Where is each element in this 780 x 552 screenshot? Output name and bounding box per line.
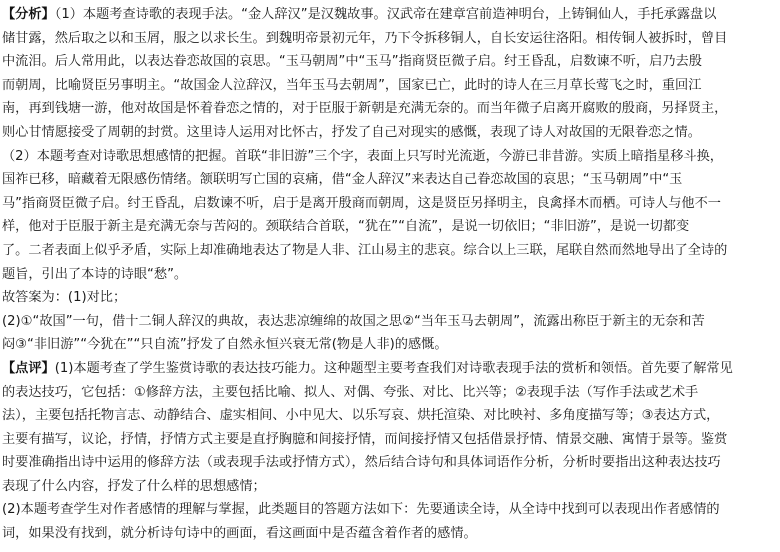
answer-section [2, 286, 776, 357]
analysis-line: 而朝周，比喻贤臣另事明主。“故国金人泣辞汉，当年玉马去朝周”，国家已亡，此时的诗人在三月草长莺飞之时，重回江 [2, 77, 702, 93]
comment-line: 词，如果没有找到，就分析诗句诗中的画面，看这画面中是否蕴含着作者的感情。 [2, 526, 477, 542]
answer-line: 故答案为：(1)对比； [2, 290, 127, 306]
analysis-tag: 【分析】 [2, 7, 55, 22]
analysis-line: 国祚已移，暗藏着无限感伤情绪。颔联明写亡国的哀痛，借“金人辞汉”来表达自己眷恋故国的哀思；“玉马朝周”中“玉 [2, 172, 683, 188]
comment-line-1 [2, 357, 776, 381]
analysis-section [2, 3, 776, 286]
solution-document [2, 3, 776, 546]
analysis-line: 样，他对于臣服于新主是充满无奈与苦闷的。颈联结合首联，“犹在”“自流”，是说一切依旧；“非旧游”，是说一切都变 [2, 219, 690, 235]
analysis-line-1 [2, 3, 776, 27]
analysis-text: （1）本题考查诗歌的表现手法。“金人辞汉”是汉魏故事。汉武帝在建章宫前造神明台，上铸铜仙人，手托承露盘以 [54, 7, 717, 22]
comment-line: (2)本题考查学生对作者感情的理解与掌握，此类题目的答题方法如下：先要通读全诗，从全诗中找到可以表现出作者感情的 [2, 502, 720, 518]
analysis-line: 了。二者表面上似乎矛盾，实际上却准确地表达了物是人非、江山易主的悲哀。综合以上三联，尾联自然而然地导出了全诗的 [2, 242, 728, 258]
analysis-line: 南，再到钱塘一游，他对故国是怀着眷恋之情的，对于臣服于新朝是充满无奈的。而当年微子启离开腐败的殷商，另择贤主， [2, 101, 728, 117]
comment-section [2, 357, 776, 546]
comment-line: 表现了什么内容，抒发了什么样的思想感情； [2, 478, 266, 494]
analysis-line: 题旨，引出了本诗的诗眼“愁”。 [2, 266, 188, 282]
comment-tag: 【点评】 [2, 360, 55, 376]
comment-line: 的表达技巧，它包括：①修辞方法，主要包括比喻、拟人、对偶、夸张、对比、比兴等；②表现手法（写作手法或艺术手 [2, 384, 699, 400]
analysis-line: （2）本题考查对诗歌思想感情的把握。首联“非旧游”三个字，表面上只写时光流逝，今游已非昔游。实质上暗指星移斗换， [2, 148, 723, 164]
answer-line: (2)①“故国”一句，借十二铜人辞汉的典故，表达悲凉缠绵的故国之思②“当年玉马去朝周”，流露出称臣于新主的无奈和苦 [2, 313, 705, 329]
answer-line: 闷③“非旧游”“今犹在”“只自流”抒发了自然永恒兴衰无常(物是人非)的感慨。 [2, 337, 448, 353]
analysis-line: 马”指商贤臣微子启。纣王昏乱，启数谏不听，启于是离开殷商而朝周，这是贤臣另择明主，良禽择木而栖。可诗人与他不一 [2, 195, 721, 211]
comment-line: 主要有描写，议论，抒情，抒情方式主要是直抒胸臆和间接抒情，而间接抒情又包括借景抒情、情景交融、寓情于景等。鉴赏 [2, 431, 728, 447]
comment-line: 时要准确指出诗中运用的修辞方法（或表现手法或抒情方式），然后结合诗句和具体词语作分析，分析时要指出这种表达技巧 [2, 455, 721, 471]
comment-text: (1)本题考查了学生鉴赏诗歌的表达技巧能力。这种题型主要考查我们对诗歌表现手法的赏析和领悟。首先要了解常见 [54, 360, 733, 376]
analysis-line: 储甘露，然后取之以和玉屑，服之以求长生。到魏明帝景初元年，乃下令拆移铜人，自长安运往洛阳。相传铜人被拆时，曾目 [2, 30, 728, 46]
comment-line: 法），主要包括托物言志、动静结合、虚实相间、小中见大、以乐写哀、烘托渲染、对比映衬、多角度描写等；③表达方式， [2, 408, 720, 424]
analysis-line: 则心甘情愿接受了周朝的封赏。这里诗人运用对比怀古，抒发了自己对现实的感慨，表现了诗人对故国的无限眷恋之情。 [2, 124, 701, 140]
analysis-line: 中流泪。后人常用此，以表达眷恋故国的哀思。“玉马朝周”中“玉马”指商贤臣微子启。纣王昏乱，启数谏不听，启乃去殷 [2, 54, 702, 70]
